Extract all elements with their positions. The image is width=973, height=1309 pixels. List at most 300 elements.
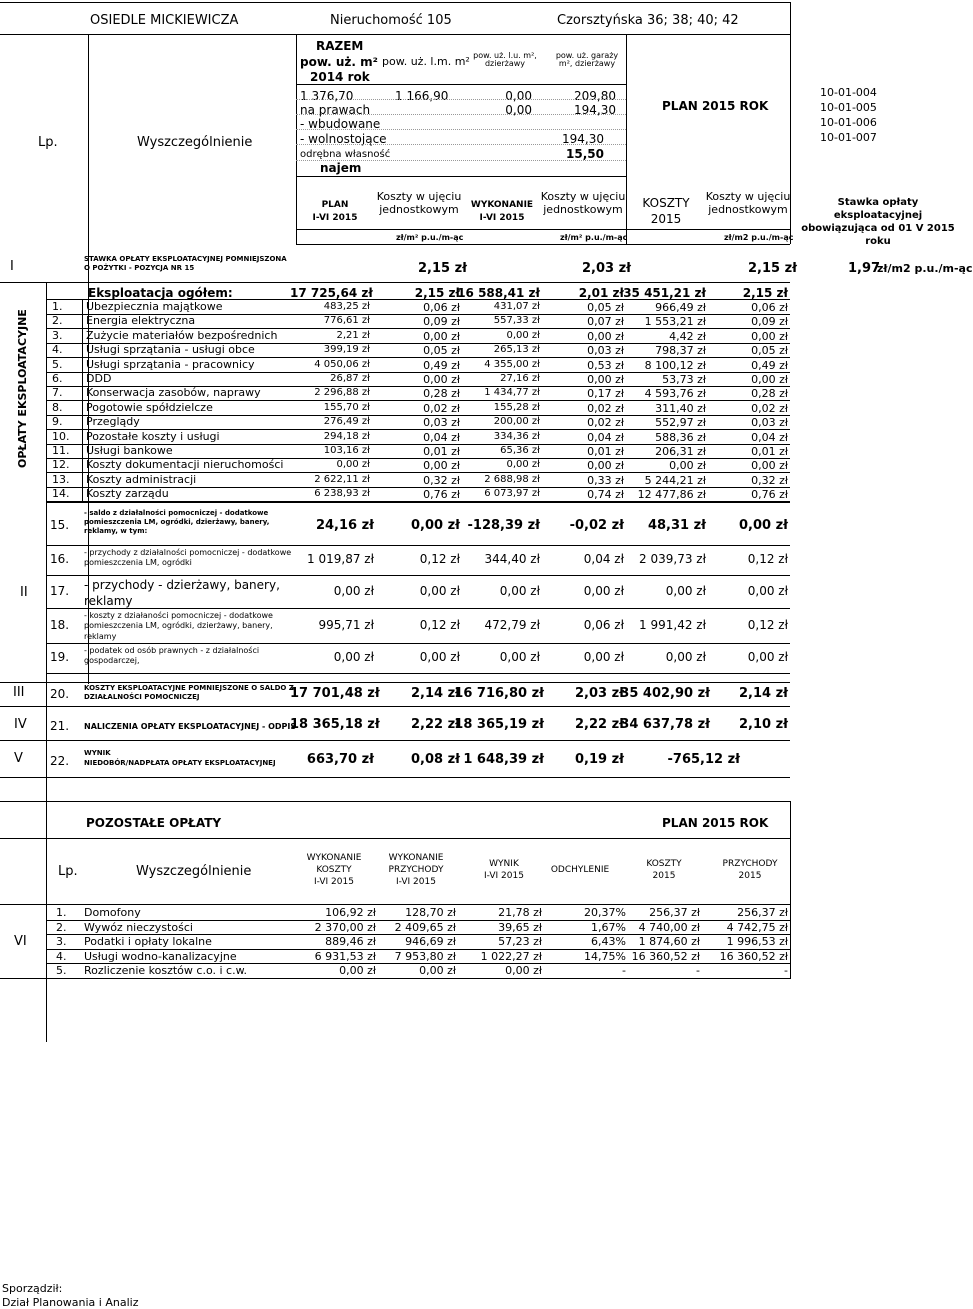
col-stawka: Stawka opłaty eksploatacyjnej obowiązująca od 01 V 2015 roku [801, 197, 955, 247]
cost-value: 0,49 zł [751, 358, 788, 372]
other-value: 6 931,53 zł [314, 949, 376, 963]
other-value: 6,43% [591, 935, 626, 948]
cost-value: 431,07 zł [493, 301, 540, 312]
sec2-value: 0,00 zł [419, 583, 460, 598]
sec2-value: 0,00 zł [499, 650, 540, 664]
total-c6: 2,15 zł [742, 286, 788, 300]
rule [0, 978, 790, 979]
sec4-c3: 18 365,19 zł [454, 717, 544, 732]
cost-label: Zużycie materiałów bezpośrednich [86, 328, 278, 342]
cost-value: 0,00 zł [506, 329, 540, 341]
cost-value: 276,49 zł [323, 416, 370, 428]
other-header: 2015 [652, 871, 676, 881]
area-gar-value: 209,80 [574, 89, 616, 103]
cost-value: 399,19 zł [323, 344, 370, 356]
cost-value: 0,00 zł [751, 459, 788, 473]
sec2-label: - koszty z działaności pomocniczej - dodatkowe pomieszczenia LM, ogródki, dzierżawy, banery, reklamy [84, 611, 273, 641]
other-value: 256,37 zł [737, 906, 788, 919]
cost-value: 0,00 zł [423, 459, 460, 473]
other-value: 16 360,52 zł [631, 949, 700, 963]
other-header: 2015 [738, 871, 762, 881]
area-row-label: najem [320, 161, 362, 175]
rule [0, 777, 790, 778]
pow-uz-label: pow. uż. m² [300, 55, 378, 69]
cost-value: 0,28 zł [751, 387, 788, 401]
razem-label: RAZEM [316, 39, 364, 53]
col-plan-period: I-VI 2015 [312, 213, 358, 223]
cost-value: 0,33 zł [587, 473, 624, 487]
sec2-value: 0,00 zł [499, 583, 540, 598]
row-number: 22. [50, 754, 70, 768]
roman-I: I [10, 259, 14, 274]
cost-value: 483,25 zł [323, 301, 370, 312]
other-value: 106,92 zł [325, 906, 376, 919]
code: 10-01-006 [820, 116, 877, 129]
cost-value: 103,16 zł [323, 445, 370, 456]
cost-value: 4 050,06 zł [314, 358, 370, 370]
col-unit-cost: Koszty w ujęciu jednostkowym [705, 190, 791, 217]
plan-title: PLAN 2015 ROK [662, 99, 769, 113]
cost-value: 2 688,98 zł [484, 473, 540, 485]
sec2-value: 48,31 zł [647, 517, 706, 533]
sec2-value: 0,06 zł [583, 617, 624, 632]
lp-label: Lp. [38, 135, 58, 150]
other-title: POZOSTAŁE OPŁATY [86, 816, 222, 830]
rule [296, 99, 626, 100]
cost-value: 588,36 zł [655, 430, 706, 444]
rule [0, 904, 790, 905]
cost-value: 0,00 zł [423, 373, 460, 386]
sec2-label: - saldo z działalności pomocniczej - dodatkowe pomieszczenia LM, ogródki, dzierżawy, banery, reklamy, w tym: [84, 509, 270, 536]
cost-value: 0,74 zł [587, 488, 624, 502]
sec5-label-a: WYNIK [84, 749, 111, 757]
other-value: 1 874,60 zł [638, 935, 700, 948]
cost-value: 0,01 zł [423, 445, 460, 458]
row-number: 10. [52, 429, 70, 443]
total-c2: 2,15 zł [414, 286, 460, 300]
cost-value: 0,03 zł [423, 416, 460, 430]
cost-value: 26,87 zł [330, 373, 370, 384]
cost-value: 311,40 zł [655, 401, 706, 415]
col-unit-cost: Koszty w ujęciu jednostkowym [540, 190, 626, 217]
other-header: I-VI 2015 [396, 877, 436, 887]
row-number: 15. [50, 517, 70, 532]
other-header: KOSZTY [646, 859, 682, 869]
rule [296, 176, 626, 177]
cost-value: 966,49 zł [655, 301, 706, 314]
sec2-value: 0,00 zł [747, 650, 788, 664]
cost-value: 6 238,93 zł [314, 488, 370, 500]
sec4-c4: 2,22 zł [575, 717, 624, 732]
other-label: Podatki i opłaty lokalne [84, 935, 212, 948]
cost-label: Koszty dokumentacji nieruchomości [86, 458, 284, 472]
row-number: 9. [52, 415, 63, 429]
other-value: 57,23 zł [498, 935, 542, 948]
area-gar-value: 15,50 [566, 147, 604, 161]
cost-value: 0,06 zł [751, 301, 788, 314]
cost-value: 155,70 zł [323, 401, 370, 413]
area-gar-value: 194,30 [562, 132, 604, 146]
sec2-value: 2 039,73 zł [639, 552, 706, 566]
cost-value: 0,00 zł [751, 373, 788, 386]
cost-value: 4,42 zł [669, 329, 706, 343]
cost-value: 0,49 zł [423, 358, 460, 372]
other-header: PRZYCHODY [388, 865, 444, 875]
rule [0, 706, 790, 707]
cost-value: 155,28 zł [493, 401, 540, 413]
total-c3: 16 588,41 zł [457, 286, 540, 300]
row-number: 20. [50, 687, 70, 701]
area-row-label: - wolnostojące [300, 132, 387, 146]
rule [82, 300, 83, 502]
row-number: 4. [52, 343, 63, 357]
stawka-v4-unit: zł/m2 p.u./m-ąc [877, 262, 973, 275]
other-value: 256,37 zł [649, 906, 700, 919]
area-row-label: - wbudowane [300, 117, 381, 131]
other-value: 2 370,00 zł [314, 920, 376, 934]
other-header: WYKONANIE [306, 853, 362, 863]
sec2-value: 0,00 zł [333, 583, 374, 598]
area-lu-value: 0,00 [505, 89, 532, 103]
area-row-label: na prawach [300, 103, 371, 117]
other-value: 2 409,65 zł [394, 920, 456, 934]
cost-value: 2,21 zł [336, 329, 370, 341]
sec2-value: 0,00 zł [665, 583, 706, 598]
cost-value: 0,09 zł [751, 315, 788, 329]
cost-value: 0,32 zł [423, 473, 460, 487]
cost-value: 294,18 zł [323, 430, 370, 442]
other-value: 14,75% [584, 949, 626, 963]
rule [296, 129, 626, 130]
cost-value: 5 244,21 zł [644, 473, 706, 487]
rule [46, 838, 47, 978]
roman-V: V [14, 751, 23, 766]
cost-value: 0,00 zł [751, 329, 788, 343]
spec-label: Wyszczególnienie [137, 135, 253, 150]
sec2-label: - przychody z działalności pomocniczej - dodatkowe pomieszczenia LM, ogródki [84, 548, 292, 568]
rule [46, 673, 790, 674]
cost-label: Pogotowie spółdzielcze [86, 400, 213, 414]
sec4-c5: 34 637,78 zł [620, 717, 710, 732]
cost-value: 0,05 zł [751, 344, 788, 358]
row-number: 5. [52, 357, 63, 371]
other-value: 889,46 zł [325, 935, 376, 948]
cost-value: 200,00 zł [493, 416, 540, 428]
other-header: WYNIK [489, 859, 519, 869]
unit-label: zł/m2 p.u./m-ąc [724, 233, 794, 242]
cost-value: 0,09 zł [423, 315, 460, 329]
cost-value: 776,61 zł [323, 315, 370, 327]
cost-value: 0,00 zł [506, 459, 540, 471]
other-plan-title: PLAN 2015 ROK [662, 816, 769, 830]
cost-label: Usługi bankowe [86, 444, 173, 457]
cost-value: 0,04 zł [423, 430, 460, 444]
cost-value: 265,13 zł [493, 344, 540, 356]
other-value: 7 953,80 zł [394, 949, 456, 963]
col-koszty-year: 2015 [650, 212, 682, 226]
cost-label: DDD [86, 372, 112, 385]
other-header: PRZYCHODY [722, 859, 778, 869]
other-value: - [622, 964, 626, 977]
sec2-value: 1 019,87 zł [307, 552, 374, 566]
sec5-label-b: NIEDOBÓR/NADPŁATA OPŁATY EKSPLOATACYJNEJ [84, 759, 276, 767]
cost-value: 0,00 zł [669, 459, 706, 473]
rule [46, 502, 790, 503]
sec2-value: 472,79 zł [484, 617, 540, 632]
cost-value: 206,31 zł [655, 445, 706, 458]
row-number: 8. [52, 400, 63, 414]
sec2-value: -128,39 zł [467, 517, 540, 533]
other-value: 4 740,00 zł [638, 920, 700, 934]
sec3-c3: 16 716,80 zł [454, 686, 544, 701]
row-number: 4. [56, 949, 67, 963]
other-label: Rozliczenie kosztów c.o. i c.w. [84, 964, 248, 977]
sec2-value: 0,12 zł [747, 617, 788, 632]
row-number: 1. [52, 300, 63, 313]
other-value: - [696, 964, 700, 977]
cost-value: 0,07 zł [587, 315, 624, 329]
rule [0, 801, 790, 802]
cost-label: Koszty zarządu [86, 487, 169, 501]
cost-label: Przeglądy [86, 415, 140, 429]
other-value: 20,37% [584, 906, 626, 919]
sec2-value: 0,00 zł [665, 650, 706, 664]
sec3-c4: 2,03 zł [575, 686, 624, 701]
other-value: 1 996,53 zł [726, 935, 788, 948]
cost-value: 0,01 zł [751, 445, 788, 458]
cost-value: 0,02 zł [751, 401, 788, 415]
stawka-label: STAWKA OPŁATY EKSPLOATACYJNEJ POMNIEJSZONA O POŻYTKI - POZYCJA NR 15 [84, 255, 287, 273]
total-c1: 17 725,64 zł [290, 286, 373, 300]
cost-value: 0,04 zł [587, 430, 624, 444]
rule [0, 282, 790, 283]
estate-name: OSIEDLE MICKIEWICZA [90, 13, 239, 28]
pow-lu-label: pow. uż. l.u. m², dzierżawy [473, 51, 537, 68]
code: 10-01-004 [820, 86, 877, 99]
area-row-label: odrębna własność [300, 149, 391, 160]
sec3-c1: 17 701,48 zł [290, 686, 380, 701]
cost-label: Ubezpiecznia majątkowe [86, 300, 223, 313]
address: Czorsztyńska 36; 38; 40; 42 [557, 13, 739, 28]
other-value: 128,70 zł [405, 906, 456, 919]
sec2-value: 344,40 zł [484, 552, 540, 566]
other-value: 4 742,75 zł [726, 920, 788, 934]
row-number: 1. [56, 906, 67, 919]
row-number: 12. [52, 458, 70, 472]
other-value: 0,00 zł [339, 964, 376, 977]
row-number: 17. [50, 583, 70, 598]
sec2-value: 0,12 zł [747, 552, 788, 566]
sec2-value: -0,02 zł [569, 517, 624, 533]
sec3-c5: 35 402,90 zł [620, 686, 710, 701]
cost-value: 0,53 zł [587, 358, 624, 372]
footer-dept: Dział Planowania i Analiz [2, 1296, 139, 1309]
cost-value: 8 100,12 zł [644, 358, 706, 372]
rule [0, 682, 790, 683]
sec5-c3: 1 648,39 zł [463, 752, 544, 767]
roman-III: III [13, 685, 25, 700]
other-header: ODCHYLENIE [550, 865, 610, 875]
cost-value: 334,36 zł [493, 430, 540, 442]
cost-value: 2 622,11 zł [314, 473, 370, 485]
other-label: Wywóz nieczystości [84, 920, 193, 934]
rule [790, 801, 791, 979]
col-koszty: KOSZTY [642, 196, 690, 210]
row-number: 7. [52, 386, 63, 400]
unit-label: zł/m² p.u./m-ąc [396, 233, 464, 242]
row-number: 3. [52, 328, 63, 342]
year-label: 2014 rok [310, 70, 370, 84]
cost-value: 0,17 zł [587, 387, 624, 401]
col-unit-cost: Koszty w ujęciu jednostkowym [376, 190, 462, 217]
cost-label: Usługi sprzątania - pracownicy [86, 357, 255, 371]
cost-value: 0,03 zł [751, 416, 788, 430]
cost-label: Usługi sprzątania - usługi obce [86, 343, 255, 357]
sec5-c4: 0,19 zł [575, 752, 624, 767]
sec2-value: 0,00 zł [747, 583, 788, 598]
other-header: I-VI 2015 [484, 871, 524, 881]
cost-value: 0,28 zł [423, 387, 460, 401]
other-header: I-VI 2015 [314, 877, 354, 887]
cost-value: 0,00 zł [336, 459, 370, 471]
footer-prepared: Sporządził: [2, 1282, 63, 1295]
sec5-c2: 0,08 zł [411, 752, 460, 767]
other-value: 16 360,52 zł [719, 949, 788, 963]
side-label: OPŁATY EKSPLOATACYJNE [16, 309, 29, 468]
cost-value: 0,04 zł [751, 430, 788, 444]
row-number: 5. [56, 964, 67, 977]
sec2-value: 0,00 zł [583, 650, 624, 664]
rule [46, 608, 790, 609]
sec3-c2: 2,14 zł [411, 686, 460, 701]
row-number: 21. [50, 719, 70, 733]
other-spec-label: Wyszczególnienie [136, 864, 252, 879]
rule [296, 244, 790, 245]
rule [0, 34, 790, 35]
sec4-c2: 2,22 zł [411, 717, 460, 732]
cost-value: 1 434,77 zł [484, 387, 540, 399]
sec2-label: - przychody - dzierżawy, banery, reklamy [84, 578, 280, 608]
other-label: Usługi wodno-kanalizacyjne [84, 949, 237, 963]
cost-value: 0,05 zł [423, 344, 460, 358]
cost-value: 4 593,76 zł [644, 387, 706, 401]
cost-label: Pozostałe koszty i usługi [86, 429, 220, 443]
cost-value: 552,97 zł [655, 416, 706, 430]
total-label: Eksploatacja ogółem: [88, 286, 233, 300]
sec2-value: 0,00 zł [739, 517, 788, 533]
sec2-value: 0,00 zł [333, 650, 374, 664]
cost-value: 0,00 zł [587, 459, 624, 473]
code: 10-01-007 [820, 131, 877, 144]
stawka-v4: 1,97 [848, 261, 881, 276]
sec2-value: 1 991,42 zł [639, 617, 706, 632]
sec5-c5: -765,12 zł [667, 752, 740, 767]
sec3-label: KOSZTY EKSPLOATACYJNE POMNIEJSZONE O SALDO Z DZIAŁALNOŚCI POMOCNICZEJ [84, 684, 294, 702]
rule [296, 84, 626, 85]
pow-garaze-label: pow. uż. garaży m², dzierżawy [555, 51, 619, 68]
unit-label: zł/m² p.u./m-ąc [560, 233, 628, 242]
col-wykonanie: WYKONANIE [470, 200, 534, 210]
cost-value: 0,05 zł [587, 301, 624, 314]
stawka-v3: 2,15 zł [748, 261, 797, 276]
other-label: Domofony [84, 906, 141, 919]
sec2-value: 995,71 zł [318, 617, 374, 632]
cost-value: 4 355,00 zł [484, 358, 540, 370]
cost-value: 557,33 zł [493, 315, 540, 327]
row-number: 2. [56, 920, 67, 934]
row-number: 13. [52, 472, 70, 486]
cost-value: 0,76 zł [751, 488, 788, 502]
cost-value: 0,00 zł [587, 373, 624, 386]
col-wyk-period: I-VI 2015 [479, 213, 525, 223]
cost-value: 0,01 zł [587, 445, 624, 458]
area-gar-value: 194,30 [574, 103, 616, 117]
roman-VI: VI [14, 934, 27, 949]
sec4-c1: 18 365,18 zł [290, 717, 380, 732]
other-value: 1,67% [591, 920, 626, 934]
code: 10-01-005 [820, 101, 877, 114]
sec4-label: NALICZENIA OPŁATY EKSPLOATACYJNEJ - ODPIS [84, 722, 297, 731]
other-value: 21,78 zł [498, 906, 542, 919]
cost-value: 0,02 zł [587, 401, 624, 415]
sec2-value: 0,00 zł [419, 650, 460, 664]
rule [46, 545, 790, 546]
sec2-value: 0,00 zł [583, 583, 624, 598]
cost-label: Konserwacja zasobów, naprawy [86, 386, 261, 400]
cost-value: 0,02 zł [423, 401, 460, 415]
cost-value: 53,73 zł [662, 373, 706, 386]
sec2-value: 0,04 zł [583, 552, 624, 566]
row-number: 6. [52, 372, 63, 385]
rule [46, 643, 790, 644]
cost-value: 0,00 zł [423, 329, 460, 343]
sec2-value: 0,00 zł [411, 517, 460, 533]
other-header: WYKONANIE [388, 853, 444, 863]
rule [0, 740, 790, 741]
rule [296, 114, 626, 115]
area-razem-value: 1 376,70 [300, 89, 354, 103]
total-c4: 2,01 zł [578, 286, 624, 300]
other-header: KOSZTY [316, 865, 352, 875]
other-value: 0,00 zł [419, 964, 456, 977]
cost-value: 0,03 zł [587, 344, 624, 358]
row-number: 14. [52, 487, 70, 501]
cost-value: 798,37 zł [655, 344, 706, 358]
other-value: 946,69 zł [405, 935, 456, 948]
cost-label: Koszty administracji [86, 472, 197, 486]
rule [296, 34, 297, 244]
row-number: 16. [50, 552, 70, 566]
row-number: 11. [52, 444, 70, 457]
row-number: 2. [52, 314, 63, 328]
rule [46, 575, 790, 576]
rule [296, 144, 626, 145]
cost-value: 27,16 zł [500, 373, 540, 384]
stawka-v1: 2,15 zł [418, 261, 467, 276]
cost-value: 0,06 zł [423, 301, 460, 314]
property-name: Nieruchomość 105 [330, 13, 452, 28]
pow-lm-label: pow. uż. l.m. m² [382, 55, 470, 68]
other-value: 0,00 zł [505, 964, 542, 977]
cost-value: 0,00 zł [587, 329, 624, 343]
sec5-c1: 663,70 zł [306, 752, 374, 767]
cost-value: 6 073,97 zł [484, 488, 540, 500]
cost-value: 1 553,21 zł [644, 315, 706, 329]
cost-value: 0,32 zł [751, 473, 788, 487]
col-plan: PLAN [321, 200, 349, 210]
cost-label: Energia elektryczna [86, 314, 196, 328]
rule [0, 838, 790, 839]
